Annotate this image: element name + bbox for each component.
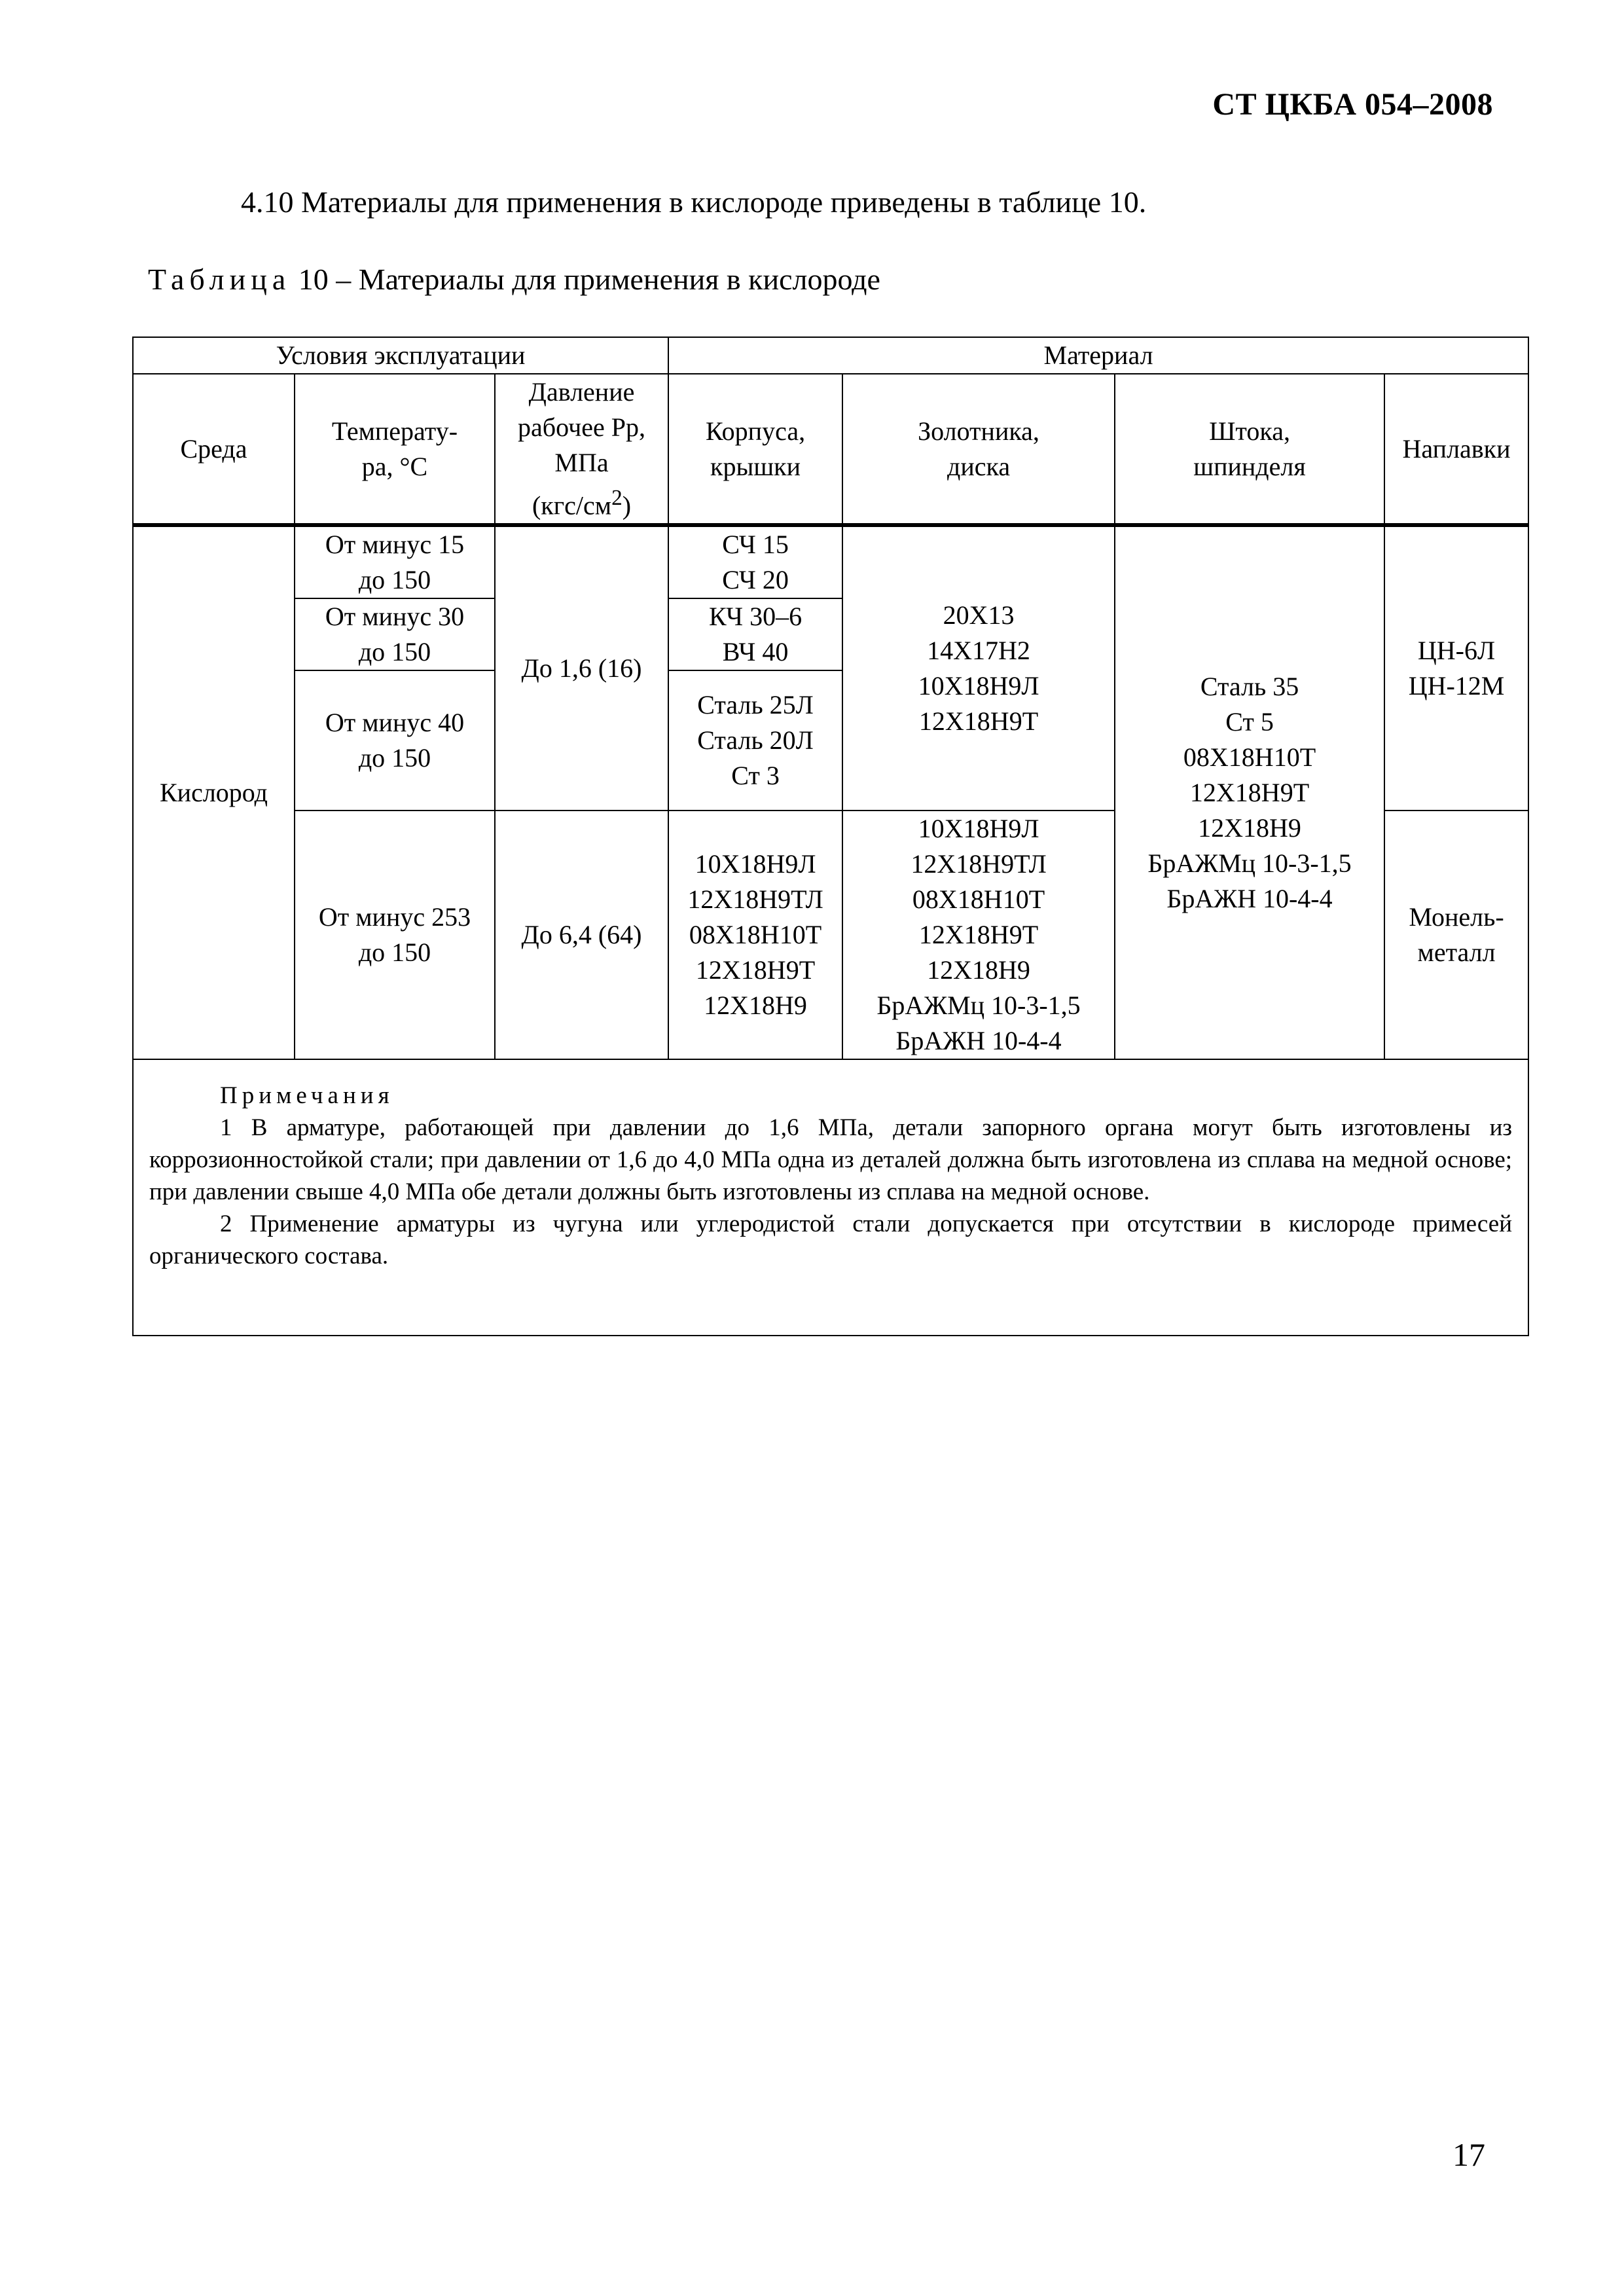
cell-body-material: 10Х18Н9Л 12Х18Н9ТЛ 08Х18Н10Т 12Х18Н9Т 12Х18Н9 (668, 811, 842, 1059)
notes-title: Примечания (220, 1082, 394, 1110)
table-row (133, 525, 1528, 598)
cell-temperature: От минус 40 до 150 (295, 670, 495, 811)
table-caption-label: Таблица (148, 263, 291, 296)
cell-stem-material: Сталь 35 Ст 5 08Х18Н10Т 12Х18Н9Т 12Х18Н9 БрАЖМц 10-3-1,5 БрАЖН 10-4-4 (1115, 525, 1384, 1059)
header-disc: Золотника, диска (842, 374, 1115, 525)
cell-body-material: СЧ 15 СЧ 20 (668, 525, 842, 598)
header-overlay: Наплавки (1384, 374, 1528, 525)
materials-table (132, 337, 1529, 1336)
header-medium: Среда (133, 374, 295, 525)
table-caption-title: 10 – Материалы для применения в кислороде (291, 263, 880, 296)
cell-temperature: От минус 30 до 150 (295, 598, 495, 670)
cell-overlay-material: ЦН-6Л ЦН-12М (1384, 525, 1528, 811)
header-operating-conditions: Условия эксплуатации (133, 337, 668, 374)
cell-medium: Кислород (133, 525, 295, 1059)
table-notes (133, 1059, 1528, 1336)
cell-temperature: От минус 15 до 150 (295, 525, 495, 598)
header-pressure (495, 374, 668, 525)
header-pressure-sup: 2 (611, 486, 623, 510)
cell-disc-material: 10Х18Н9Л 12Х18Н9ТЛ 08Х18Н10Т 12Х18Н9Т 12Х18Н9 БрАЖМц 10-3-1,5 БрАЖН 10-4-4 (842, 811, 1115, 1059)
header-stem: Штока, шпинделя (1115, 374, 1384, 525)
header-pressure-close: ) (622, 490, 632, 520)
page-number: 17 (1453, 2136, 1485, 2173)
cell-body-material: КЧ 30–6 ВЧ 40 (668, 598, 842, 670)
cell-overlay-material: Монель- металл (1384, 811, 1528, 1059)
table-caption (148, 262, 880, 297)
table-notes-row (133, 1059, 1528, 1336)
note-1: 1 В арматуре, работающей при давлении до 1,6 МПа, детали запорного органа могут быть изготовлены из коррозионностойкой стали; при давлении от 1,6 до 4,0 МПа одна из деталей должна быть изготовлена из сплава на медной основе; при давлении свыше 4,0 МПа обе детали должны быть изготовлены из сплава на медной основе. (149, 1114, 1513, 1206)
cell-pressure: До 6,4 (64) (495, 811, 668, 1059)
clause-text: 4.10 Материалы для применения в кислороде приведены в таблице 10. (241, 185, 1147, 219)
header-body-cover: Корпуса, крышки (668, 374, 842, 525)
cell-temperature: От минус 253 до 150 (295, 811, 495, 1059)
table-group-header-row (133, 337, 1528, 374)
header-material: Материал (668, 337, 1528, 374)
header-pressure-text: Давление рабочее Рр, МПа (кгс/см (518, 377, 645, 520)
document-code: СТ ЦКБА 054–2008 (1212, 87, 1493, 122)
table-column-header-row (133, 374, 1528, 525)
cell-body-material: Сталь 25Л Сталь 20Л Ст 3 (668, 670, 842, 811)
cell-pressure: До 1,6 (16) (495, 525, 668, 811)
note-2: 2 Применение арматуры из чугуна или углеродистой стали допускается при отсутствии в кислороде примесей органического состава. (149, 1211, 1513, 1270)
cell-disc-material: 20Х13 14Х17Н2 10Х18Н9Л 12Х18Н9Т (842, 525, 1115, 811)
header-temperature: Температу- ра, °С (295, 374, 495, 525)
